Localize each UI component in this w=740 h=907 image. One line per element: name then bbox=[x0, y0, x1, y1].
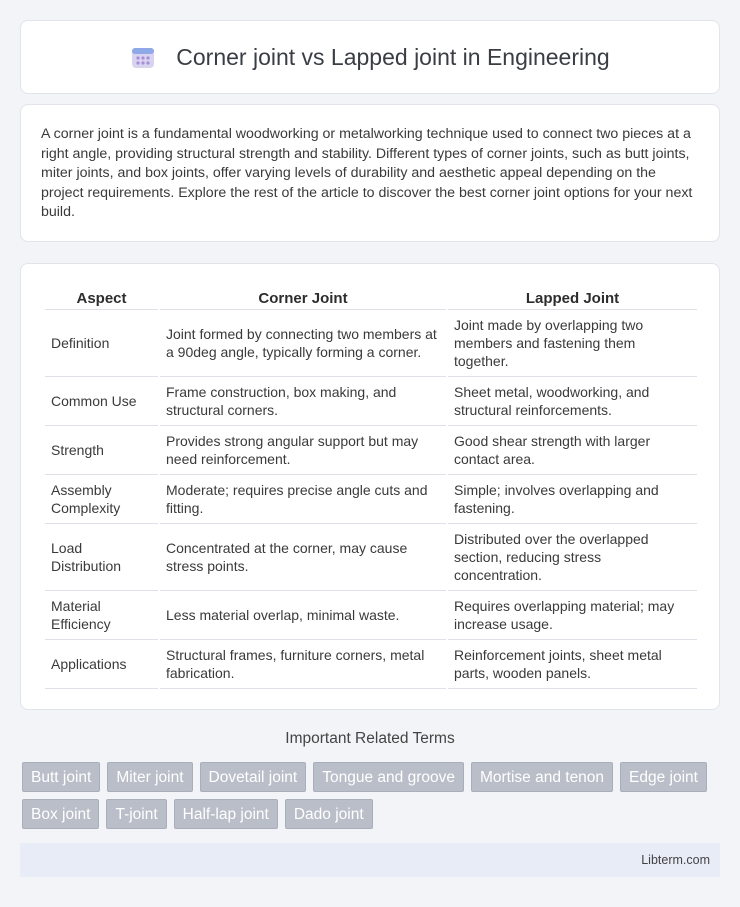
cell-lapped: Simple; involves overlapping and fastening. bbox=[448, 475, 697, 524]
tag-box-joint[interactable]: Box joint bbox=[22, 799, 99, 829]
tag-mortise-and-tenon[interactable]: Mortise and tenon bbox=[471, 762, 613, 792]
comparison-table-card bbox=[20, 263, 720, 710]
cell-aspect: Applications bbox=[45, 640, 158, 689]
cell-lapped: Joint made by overlapping two members and fastening them together. bbox=[448, 310, 697, 377]
cell-lapped: Requires overlapping material; may increase usage. bbox=[448, 591, 697, 640]
table-header-row bbox=[45, 284, 697, 310]
table-row bbox=[45, 475, 697, 524]
comparison-table bbox=[43, 284, 699, 689]
tag-half-lap-joint[interactable]: Half-lap joint bbox=[174, 799, 278, 829]
tag-butt-joint[interactable]: Butt joint bbox=[22, 762, 100, 792]
intro-text: A corner joint is a fundamental woodworking or metalworking technique used to connect two pieces at a right angle, providing structural strength and stability. Different types of corner joints, such as butt joints, miter joints, and box joints, offer varying levels of durability and aesthetic appeal depending on the project requirements. Explore the rest of the article to discover the best corner joint options for your next build. bbox=[41, 126, 693, 220]
header-card bbox=[20, 20, 720, 94]
table-row bbox=[45, 640, 697, 689]
cell-aspect: Strength bbox=[45, 426, 158, 475]
tag-edge-joint[interactable]: Edge joint bbox=[620, 762, 707, 792]
cell-aspect: Material Efficiency bbox=[45, 591, 158, 640]
tag-dovetail-joint[interactable]: Dovetail joint bbox=[200, 762, 307, 792]
footer-site-link[interactable]: Libterm.com bbox=[641, 853, 710, 867]
tag-tongue-and-groove[interactable]: Tongue and groove bbox=[313, 762, 464, 792]
cell-corner: Provides strong angular support but may need reinforcement. bbox=[160, 426, 446, 475]
footer bbox=[20, 843, 720, 877]
header-corner-joint: Corner Joint bbox=[160, 284, 446, 310]
page-title: Corner joint vs Lapped joint in Engineering bbox=[176, 43, 610, 70]
related-terms-list bbox=[22, 762, 722, 829]
cell-corner: Less material overlap, minimal waste. bbox=[160, 591, 446, 640]
cell-corner: Moderate; requires precise angle cuts and fitting. bbox=[160, 475, 446, 524]
table-row bbox=[45, 591, 697, 640]
cell-corner: Frame construction, box making, and structural corners. bbox=[160, 377, 446, 426]
cell-corner: Structural frames, furniture corners, metal fabrication. bbox=[160, 640, 446, 689]
cell-aspect: Common Use bbox=[45, 377, 158, 426]
related-terms-title: Important Related Terms bbox=[285, 730, 455, 747]
table-row bbox=[45, 426, 697, 475]
header-aspect: Aspect bbox=[45, 284, 158, 310]
tag-dado-joint[interactable]: Dado joint bbox=[285, 799, 373, 829]
tag-t-joint[interactable]: T-joint bbox=[106, 799, 166, 829]
table-row bbox=[45, 310, 697, 377]
tag-miter-joint[interactable]: Miter joint bbox=[107, 762, 192, 792]
cell-lapped: Distributed over the overlapped section, reducing stress concentration. bbox=[448, 524, 697, 591]
cell-aspect: Load Distribution bbox=[45, 524, 158, 591]
table-row bbox=[45, 377, 697, 426]
cell-lapped: Sheet metal, woodworking, and structural reinforcements. bbox=[448, 377, 697, 426]
cell-corner: Concentrated at the corner, may cause stress points. bbox=[160, 524, 446, 591]
cell-lapped: Reinforcement joints, sheet metal parts, wooden panels. bbox=[448, 640, 697, 689]
intro-card bbox=[20, 104, 720, 242]
cell-lapped: Good shear strength with larger contact area. bbox=[448, 426, 697, 475]
table-row bbox=[45, 524, 697, 591]
calendar-icon bbox=[130, 44, 156, 70]
cell-aspect: Definition bbox=[45, 310, 158, 377]
cell-corner: Joint formed by connecting two members at a 90deg angle, typically forming a corner. bbox=[160, 310, 446, 377]
cell-aspect: Assembly Complexity bbox=[45, 475, 158, 524]
header-lapped-joint: Lapped Joint bbox=[448, 284, 697, 310]
